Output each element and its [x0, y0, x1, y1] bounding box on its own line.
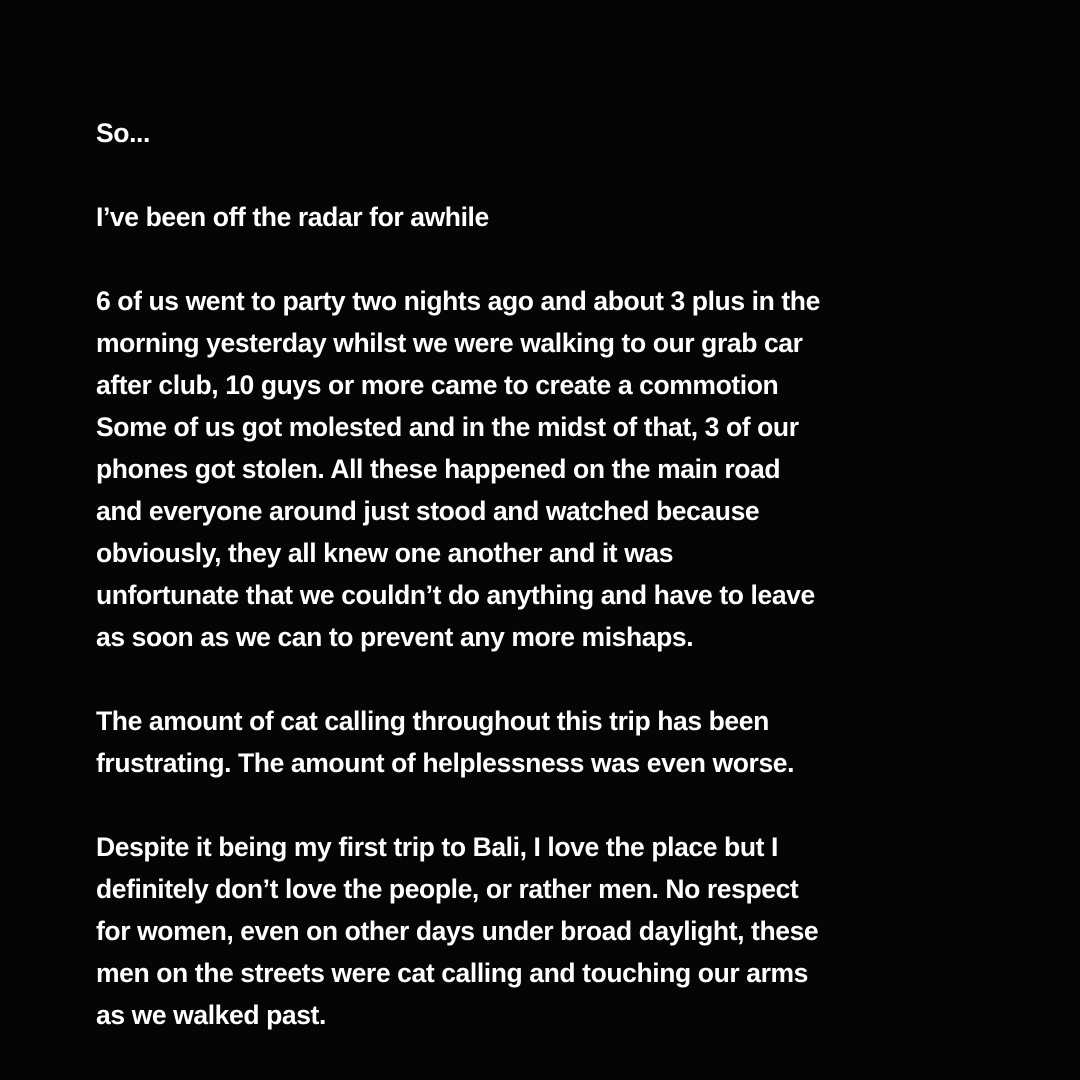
paragraph-line: phones got stolen. All these happened on the main road [96, 454, 781, 484]
paragraph-line: obviously, they all knew one another and it was [96, 538, 674, 568]
paragraph-line: for women, even on other days under broad daylight, these [96, 916, 819, 946]
story-text [96, 112, 996, 1036]
paragraph-spacer [96, 154, 996, 196]
paragraph-line: after club, 10 guys or more came to create a commotion [96, 370, 779, 400]
paragraph-line: as soon as we can to prevent any more mishaps. [96, 622, 694, 652]
bali-paragraph [96, 826, 996, 1036]
catcalling-paragraph [96, 700, 996, 784]
paragraph-line: Some of us got molested and in the midst of that, 3 of our [96, 412, 799, 442]
paragraph-spacer [96, 784, 996, 826]
paragraph-line: definitely don’t love the people, or rather men. No respect [96, 874, 799, 904]
paragraph-line: as we walked past. [96, 1000, 326, 1030]
paragraph-line: and everyone around just stood and watched because [96, 496, 760, 526]
paragraph-spacer [96, 658, 996, 700]
incident-paragraph [96, 280, 996, 658]
paragraph-line: The amount of cat calling throughout this trip has been [96, 706, 769, 736]
paragraph-line: Despite it being my first trip to Bali, I love the place but I [96, 832, 778, 862]
off-radar-line: I’ve been off the radar for awhile [96, 202, 489, 232]
paragraph-line: frustrating. The amount of helplessness was even worse. [96, 748, 795, 778]
paragraph-line: men on the streets were cat calling and touching our arms [96, 958, 809, 988]
paragraph-line: unfortunate that we couldn’t do anything and have to leave [96, 580, 815, 610]
paragraph-line: 6 of us went to party two nights ago and about 3 plus in the [96, 286, 820, 316]
opening-line: So... [96, 118, 150, 148]
paragraph-spacer [96, 238, 996, 280]
paragraph-line: morning yesterday whilst we were walking to our grab car [96, 328, 803, 358]
